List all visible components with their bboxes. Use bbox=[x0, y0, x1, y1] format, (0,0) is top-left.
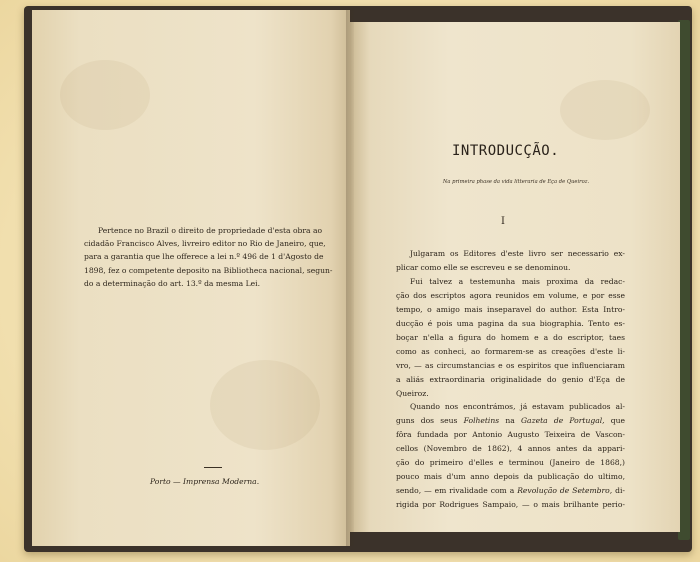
text-line: tempo, o amigo mais inseparavel do author. Esta Intro- bbox=[396, 304, 625, 314]
text-line: como as conheci, ao formarem-se as creações d'este li- bbox=[396, 346, 625, 356]
copyright-line: do a determinação do art. 13.º da mesma Lei. bbox=[84, 278, 260, 288]
book-gutter bbox=[346, 10, 354, 546]
text-line: Queiroz. bbox=[396, 388, 429, 398]
text-fragment: que bbox=[610, 416, 626, 426]
paper-stain bbox=[560, 80, 650, 140]
printer-imprint: Porto — Imprensa Moderna. bbox=[150, 477, 260, 486]
text-line: cellos (Novembro de 1862), 4 annos antes da appari- bbox=[396, 444, 625, 454]
chapter-title: INTRODUCÇÃO. bbox=[452, 143, 560, 159]
text-line: boçar n'ella a figura do homem e a do escriptor, taes bbox=[396, 332, 625, 342]
text-line-mixed bbox=[396, 414, 625, 428]
text-line: plicar como elle se escreveu e se denominou. bbox=[396, 262, 571, 272]
italic-title: Revolução de Setembro, bbox=[517, 486, 613, 496]
text-line: pouco mais d'um anno depois da publicação do ultimo, bbox=[396, 472, 625, 482]
section-number: I bbox=[501, 216, 505, 227]
text-line: Julgaram os Editores d'este livro ser necessario ex- bbox=[410, 249, 625, 258]
copyright-line: para a garantia que lhe offerece a lei n.º 496 de 1 d'Agosto de bbox=[84, 252, 324, 262]
text-fragment: na bbox=[505, 416, 515, 426]
text-line: rigida por Rodrigues Sampaio, — o mais brilhante perio- bbox=[396, 500, 625, 510]
copyright-line: 1898, fez o competente deposito na Bibliotheca nacional, segun- bbox=[84, 265, 333, 275]
text-fragment: di- bbox=[615, 486, 625, 496]
text-line: ção do primeiro d'elles e terminou (Janeiro de 1868,) bbox=[396, 458, 625, 468]
chapter-subtitle: Na primeira phase da vida litteraria de Eça de Queiroz. bbox=[442, 179, 590, 185]
text-line: ducção é pois uma pagina da sua biographia. Tento es- bbox=[396, 318, 625, 328]
paper-stain bbox=[210, 360, 320, 450]
copyright-line: Pertence no Brazil o direito de propriedade d'esta obra ao bbox=[98, 226, 323, 235]
text-line: Quando nos encontrámos, já estavam publicados al- bbox=[410, 402, 625, 412]
body-text bbox=[396, 247, 625, 512]
printer-divider bbox=[204, 467, 222, 468]
text-line-mixed bbox=[396, 484, 625, 498]
text-fragment: guns dos seus bbox=[396, 416, 458, 426]
text-line: a aliás extraordinaria originalidade do genio d'Eça de bbox=[396, 374, 625, 384]
text-line: Fui talvez a testemunha mais proxima da redac- bbox=[410, 276, 625, 286]
text-line: ção dos escriptos agora reunidos em volume, e por esse bbox=[396, 290, 625, 300]
text-line: vro, — as circumstancias e os espiritos que influenciaram bbox=[396, 360, 625, 370]
copyright-line: cidadão Francisco Alves, livreiro editor no Rio de Janeiro, que, bbox=[84, 239, 326, 249]
italic-title: Folhetins bbox=[463, 416, 500, 426]
text-fragment: sendo, — em rivalidade com a bbox=[396, 486, 515, 496]
paper-stain bbox=[60, 60, 150, 130]
text-line: fôra fundada por Antonio Augusto Teixeira de Vascon- bbox=[396, 430, 625, 440]
italic-title: Gazeta de Portugal, bbox=[520, 416, 605, 426]
copyright-notice bbox=[84, 224, 333, 290]
